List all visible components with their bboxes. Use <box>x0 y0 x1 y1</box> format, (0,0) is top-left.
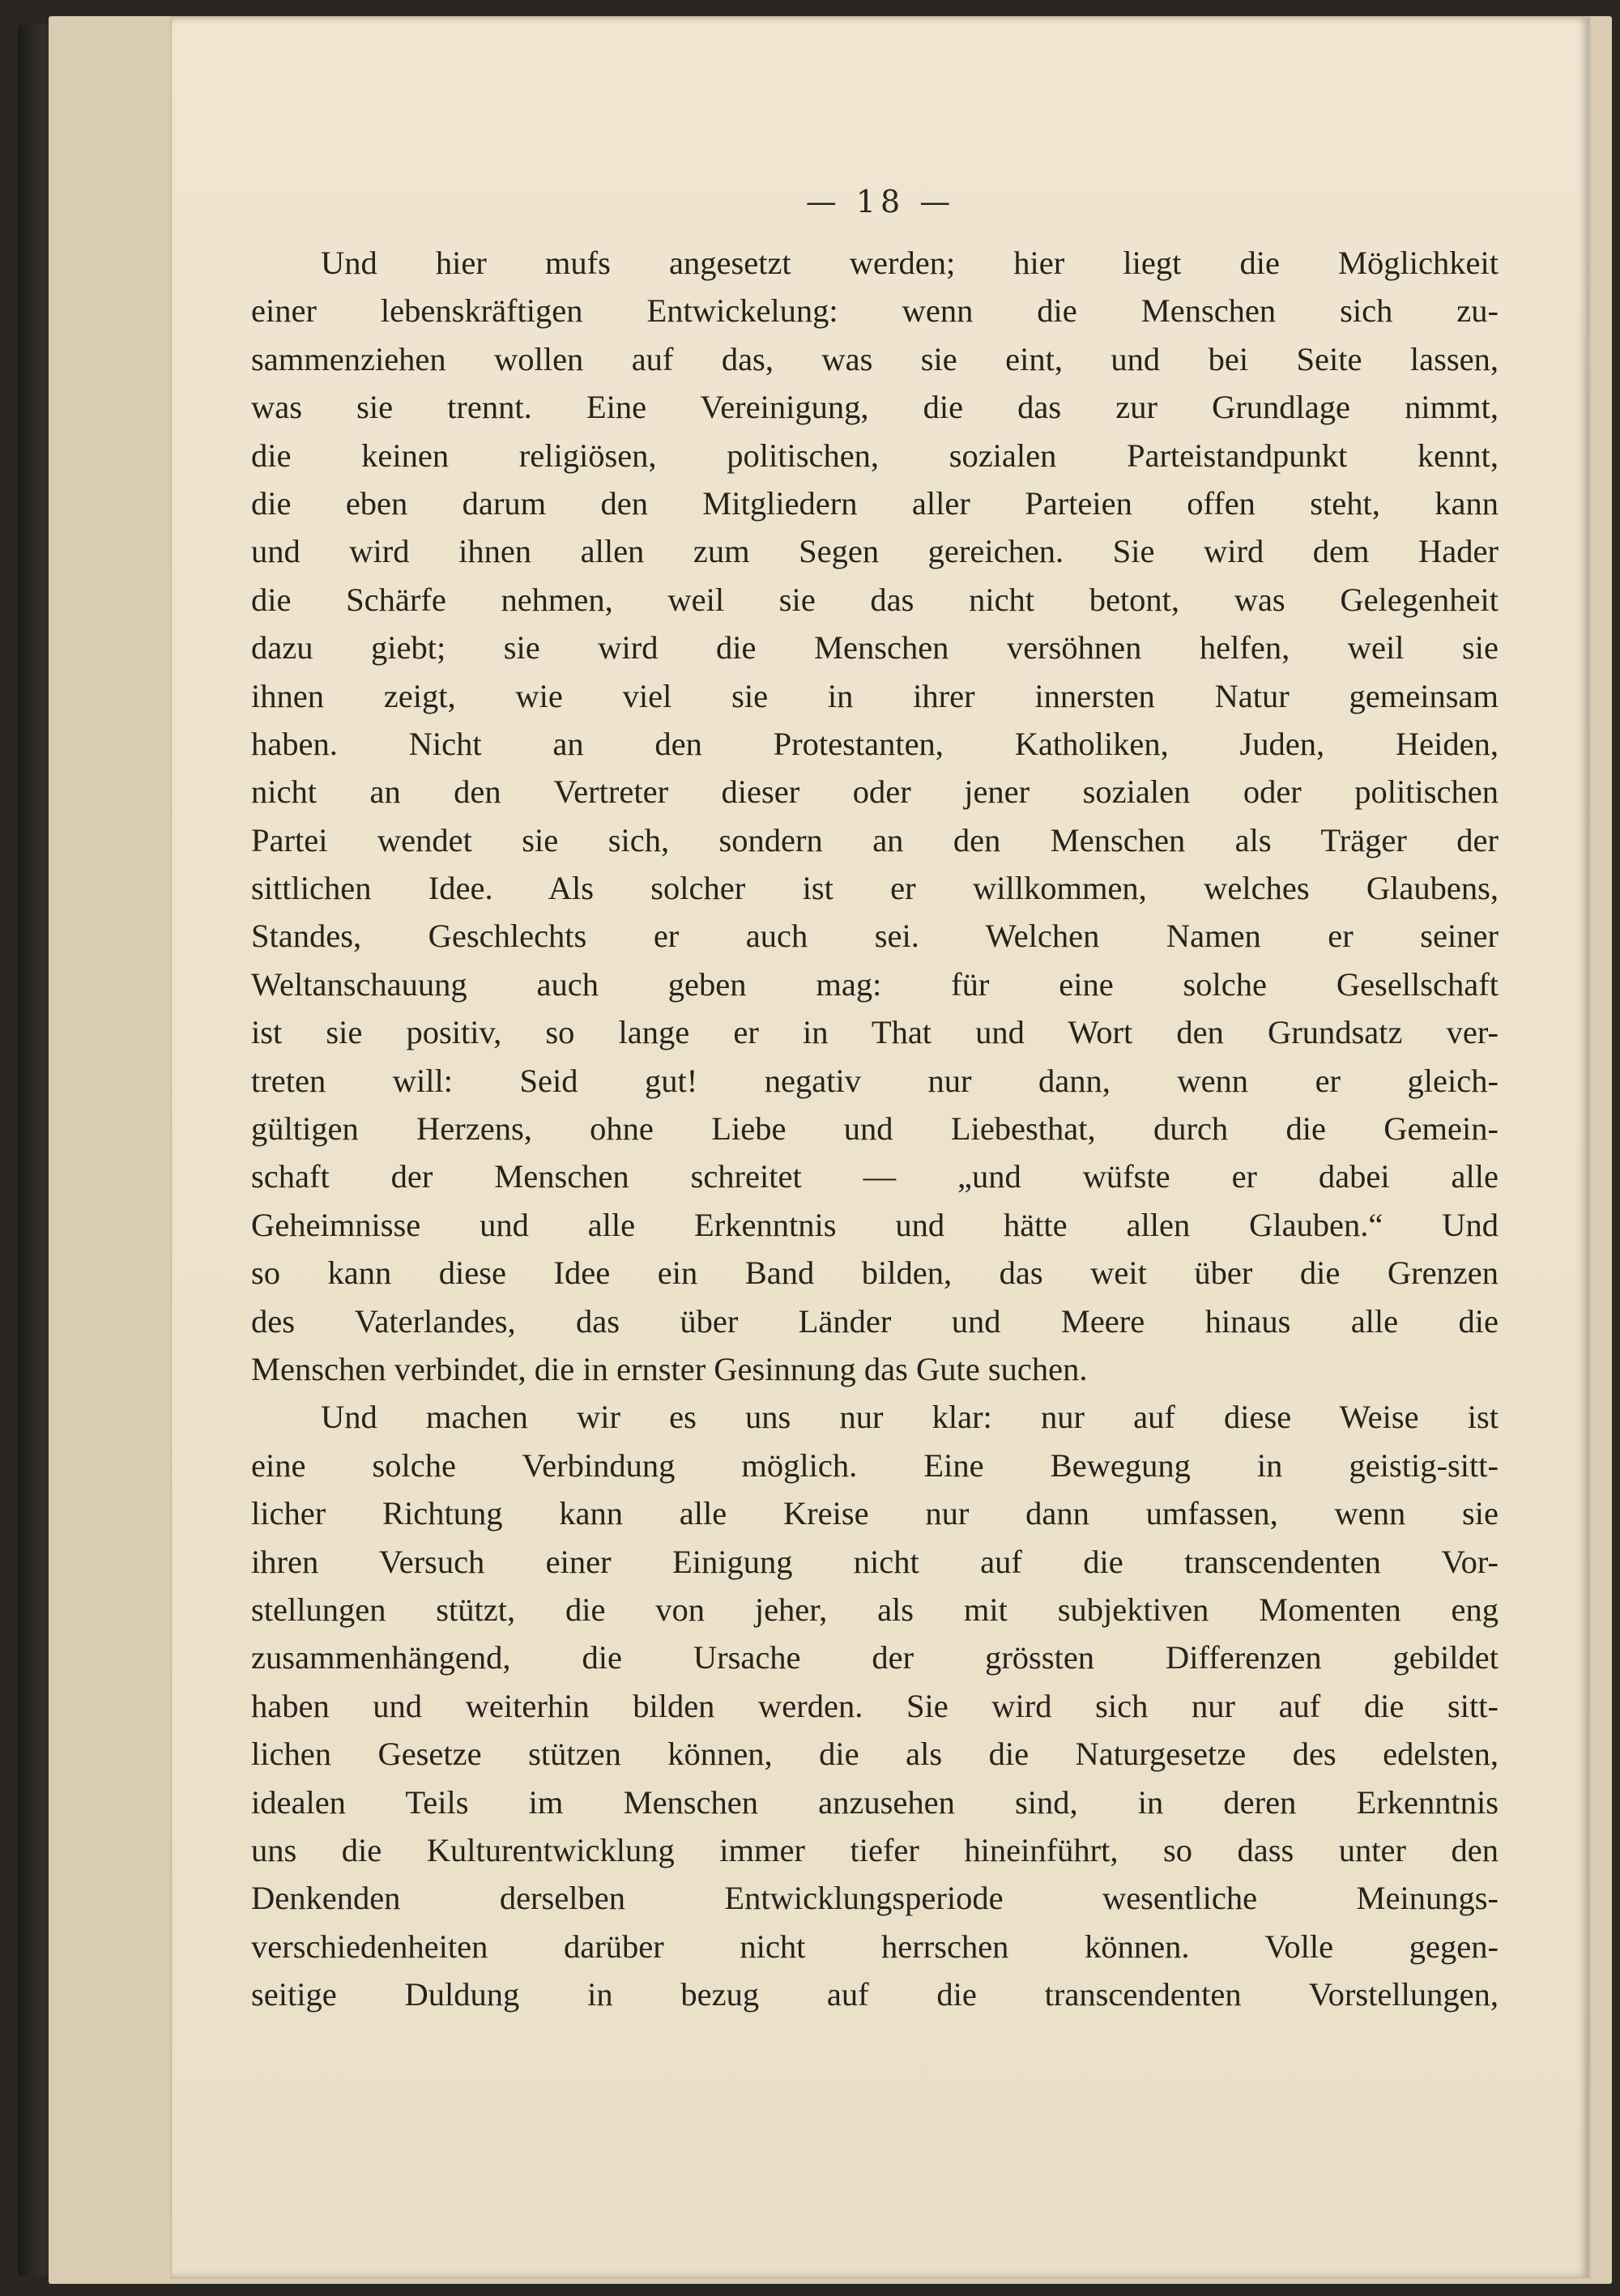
text-line: Menschen verbindet, die in ernster Gesinnung das Gute suchen. <box>251 1350 1088 1387</box>
text-line: Und hier mufs angesetzt werden; hier liegt die Möglichkeit <box>321 245 1498 281</box>
text-line: die Schärfe nehmen, weil sie das nicht betont, was Gelegenheit <box>251 581 1498 618</box>
text-line: haben. Nicht an den Protestanten, Katholiken, Juden, Heiden, <box>251 725 1498 762</box>
text-line: nicht an den Vertreter dieser oder jener sozialen oder politischen <box>251 773 1498 811</box>
text-line: so kann diese Idee ein Band bilden, das weit über die Grenzen <box>251 1254 1498 1292</box>
text-line: uns die Kulturentwicklung immer tiefer hineinführt, so dass unter den <box>251 1831 1498 1868</box>
text-line: des Vaterlandes, das über Länder und Meere hinaus alle die <box>251 1302 1498 1340</box>
text-line: zusammenhängend, die Ursache der grössten Differenzen gebildet <box>251 1639 1498 1676</box>
text-line: ist sie positiv, so lange er in That und Wort den Grundsatz ver- <box>251 1014 1498 1051</box>
text-line: sittlichen Idee. Als solcher ist er willkommen, welches Glaubens, <box>251 870 1498 907</box>
text-line: stellungen stützt, die von jeher, als mit subjektiven Momenten eng <box>251 1591 1498 1628</box>
page-number: — 18 — <box>805 184 956 219</box>
text-line: eine solche Verbindung möglich. Eine Bewegung in geistig-sitt- <box>251 1446 1498 1484</box>
text-line: verschiedenheiten darüber nicht herrschen können. Volle gegen- <box>251 1928 1498 1965</box>
text-line: schaft der Menschen schreitet — „und wüfste er dabei alle <box>251 1158 1498 1195</box>
text-line: ihren Versuch einer Einigung nicht auf die transcendenten Vor- <box>251 1543 1498 1580</box>
text-line: treten will: Seid gut! negativ nur dann, wenn er gleich- <box>251 1062 1498 1099</box>
text-line: und wird ihnen allen zum Segen gereichen. Sie wird dem Hader <box>251 533 1498 570</box>
text-line: haben und weiterhin bilden werden. Sie wird sich nur auf die sitt- <box>251 1687 1498 1724</box>
text-line: Und machen wir es uns nur klar: nur auf diese Weise ist <box>321 1399 1498 1436</box>
text-line: die keinen religiösen, politischen, sozialen Parteistandpunkt kennt, <box>251 437 1498 474</box>
body-text <box>251 239 1498 2018</box>
text-line: sammenziehen wollen auf das, was sie eint, und bei Seite lassen, <box>251 340 1498 377</box>
text-line: einer lebenskräftigen Entwickelung: wenn die Menschen sich zu- <box>251 292 1498 330</box>
text-line: die eben darum den Mitgliedern aller Parteien offen steht, kann <box>251 484 1498 522</box>
text-line: idealen Teils im Menschen anzusehen sind, in deren Erkenntnis <box>251 1783 1498 1821</box>
text-line: Standes, Geschlechts er auch sei. Welchen Namen er seiner <box>251 918 1498 955</box>
text-line: seitige Duldung in bezug auf die transcendenten Vorstellungen, <box>251 1976 1498 2013</box>
text-line: was sie trennt. Eine Vereinigung, die das zur Grundlage nimmt, <box>251 389 1498 426</box>
text-line: Weltanschauung auch geben mag: für eine solche Gesellschaft <box>251 965 1498 1003</box>
text-line: Geheimnisse und alle Erkenntnis und hätte allen Glauben.“ Und <box>251 1206 1498 1243</box>
text-line: Denkenden derselben Entwicklungsperiode wesentliche Meinungs- <box>251 1880 1498 1917</box>
text-line: lichen Gesetze stützen können, die als die Naturgesetze des edelsten, <box>251 1736 1498 1773</box>
text-line: ihnen zeigt, wie viel sie in ihrer innersten Natur gemeinsam <box>251 677 1498 714</box>
text-line: gültigen Herzens, ohne Liebe und Liebesthat, durch die Gemein- <box>251 1110 1498 1148</box>
text-line: dazu giebt; sie wird die Menschen versöhnen helfen, weil sie <box>251 629 1498 667</box>
text-line: Partei wendet sie sich, sondern an den Menschen als Träger der <box>251 821 1498 858</box>
text-line: licher Richtung kann alle Kreise nur dann umfassen, wenn sie <box>251 1495 1498 1532</box>
